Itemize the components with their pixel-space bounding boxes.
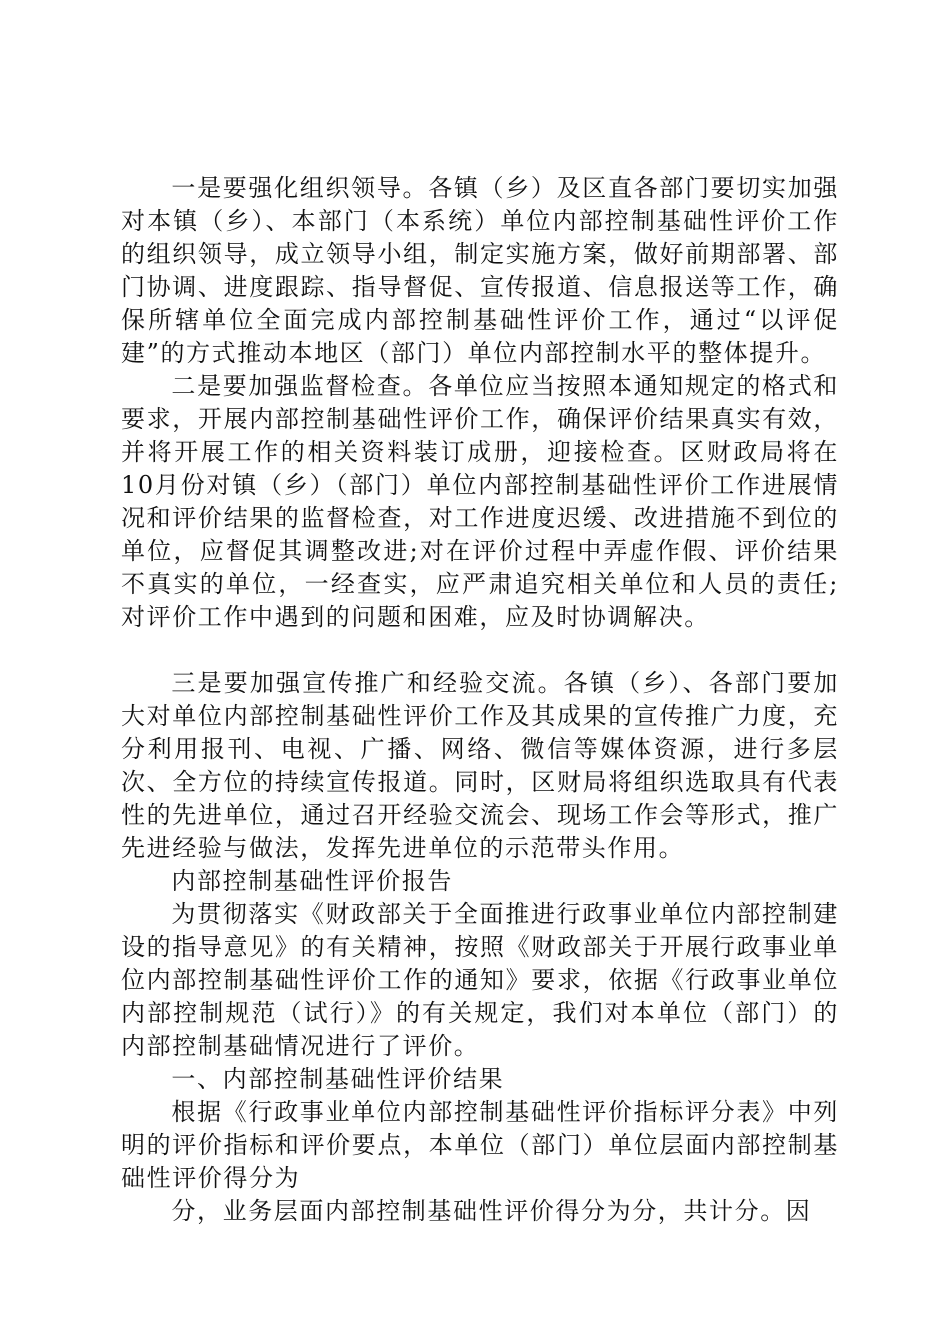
report-title: 内部控制基础性评价报告 <box>171 867 453 895</box>
document-body <box>121 172 839 1228</box>
paragraph-organization-leadership: 一是要强化组织领导。各镇（乡）及区直各部门要切实加强对本镇（乡）、本部门（本系统）单位内部控制基础性评价工作的组织领导，成立领导小组，制定实施方案，做好前期部署、部门协调、进度跟踪、指导督促、宣传报道、信息报送等工作，确保所辖单位全面完成内部控制基础性评价工作，通过“以评促建”的方式推动本地区（部门）单位内部控制水平的整体提升。 <box>121 174 839 367</box>
paragraph-report-intro: 为贯彻落实《财政部关于全面推进行政事业单位内部控制建设的指导意见》的有关精神，按照《财政部关于开展行政事业单位内部控制基础性评价工作的通知》要求，依据《行政事业单位内部控制规范（试行）》的有关规定，我们对本单位（部门）的内部控制基础情况进行了评价。 <box>121 900 839 1060</box>
paragraph-supervision-inspection: 二是要加强监督检查。各单位应当按照本通知规定的格式和要求，开展内部控制基础性评价工作，确保评价结果真实有效，并将开展工作的相关资料装订成册，迎接检查。区财政局将在10月份对镇（乡）（部门）单位内部控制基础性评价工作进展情况和评价结果的监督检查，对工作进度迟缓、改进措施不到位的单位，应督促其调整改进;对在评价过程中弄虚作假、评价结果不真实的单位，一经查实，应严肃追究相关单位和人员的责任;对评价工作中遇到的问题和困难，应及时协调解决。 <box>121 372 839 631</box>
paragraph-score-business-level: 分，业务层面内部控制基础性评价得分为分，共计分。因 <box>171 1197 812 1225</box>
paragraph-score-unit-level: 根据《行政事业单位内部控制基础性评价指标评分表》中列明的评价指标和评价要点，本单位（部门）单位层面内部控制基础性评价得分为 <box>121 1098 839 1192</box>
paragraph-publicity-exchange: 三是要加强宣传推广和经验交流。各镇（乡）、各部门要加大对单位内部控制基础性评价工作及其成果的宣传推广力度，充分利用报刊、电视、广播、网络、微信等媒体资源，进行多层次、全方位的持续宣传报道。同时，区财局将组织选取具有代表性的先进单位，通过召开经验交流会、现场工作会等形式，推广先进经验与做法，发挥先进单位的示范带头作用。 <box>121 669 839 862</box>
section-heading-results: 一、内部控制基础性评价结果 <box>171 1065 505 1093</box>
